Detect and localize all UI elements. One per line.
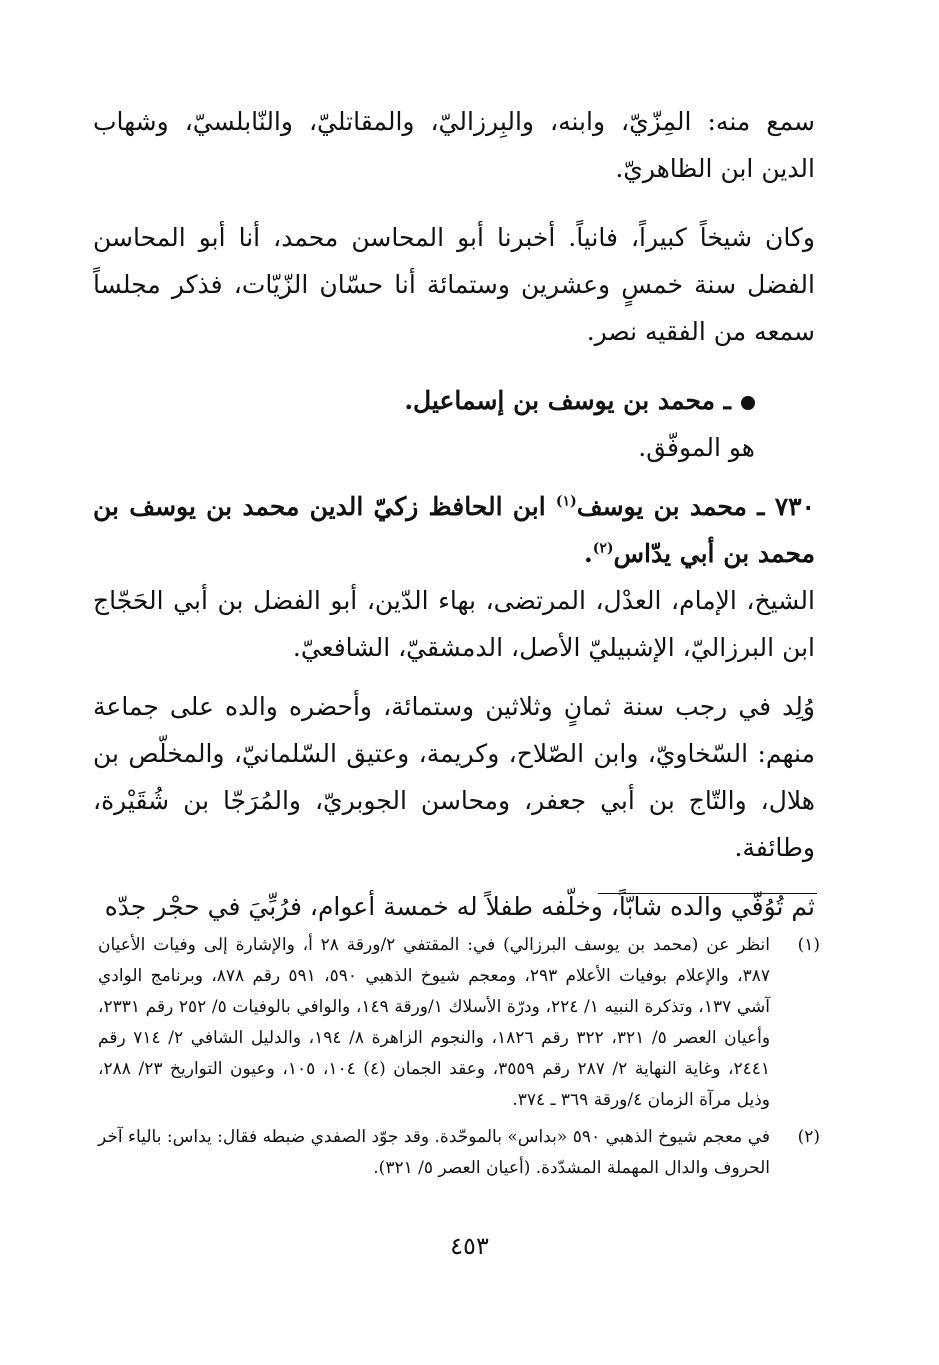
bullet-note: هو الموفّق.	[638, 433, 755, 462]
entry-name: ـ محمد بن يوسف	[576, 492, 765, 521]
footnote-text: انظر عن (محمد بن يوسف البرزالي) في: المقتفي ٢/ورقة ٢٨ أ، والإشارة إلى وفيات الأعيان ٣٨٧، والإعلام بوفيات الأعلام ٢٩٣، ومعجم شيوخ الذهبي ٥٩٠، ٥٩١ رقم ٨٧٨، وبرنامج الوادي آشي ١٣٧، وتذكرة النبيه ١/ ٢٢٤، ودرّة الأسلاك ١/ورقة ١٤٩، والوافي بالوفيات ٥/ ٢٥٢ رقم ٢٣٣١، وأعيان العصر ٥/ ٣٢١، ٣٢٢ رقم ١٨٢٦، والنجوم الزاهرة ٨/ ١٩٤، والدليل الشافي ٢/ ٧١٤ رقم ٢٤٤١، وغاية النهاية ٢/ ٢٨٧ رقم ٣٥٥٩، وعقد الجمان (٤) ١٠٤، ١٠٥، وعيون التواريخ ٢٣/ ٢٨٨، وذيل مرآة الزمان ٤/ورقة ٣٦٩ ـ ٣٧٤.	[98, 935, 771, 1110]
bullet-entry-text: ـ محمد بن يوسف بن إسماعيل.	[404, 386, 731, 415]
footnote-ref-2[interactable]: (٢)	[592, 540, 614, 557]
entry-lineage: ابن الحافظ زكيّ الدين محمد بن يوسف بن محمد بن أبي يدّاس	[93, 492, 815, 568]
entry-end-mark: .	[584, 539, 593, 568]
bullet-entry	[93, 377, 815, 424]
footnote-divider	[598, 893, 817, 894]
footnotes	[98, 930, 820, 1190]
paragraph-birth: وُلِد في رجب سنة ثمانٍ وثلاثين وستمائة، وأحضره والده على جماعة منهم: السّخاويّ، وابن الصّلاح، وكريمة، وعتيق السّلمانيّ، والمخلّص بن هلال، والتّاج بن أبي جعفر، ومحاسن الجوبريّ، والمُرَجّا بن شُقَيْرة، وطائفة.	[93, 692, 815, 862]
footnote-text: في معجم شيوخ الذهبي ٥٩٠ «بداس» بالموحّدة. وقد جوّد الصفدي ضبطه فقال: يداس: بالياء آخر الحروف والدال المهملة المشدّدة. (أعيان العصر ٥/ ٣٢١).	[98, 1127, 770, 1178]
footnote-number: (١)	[797, 935, 820, 955]
entry-number: ٧٣٠	[774, 492, 815, 521]
paragraph-narration: وكان شيخاً كبيراً، فانياً. أخبرنا أبو المحاسن محمد، أنا أبو المحاسن الفضل سنة خمسٍ وعشرين وستمائة أنا حسّان الزّيّات، فذكر مجلساً سمعه من الفقيه نصر.	[93, 223, 815, 346]
main-text	[93, 98, 815, 930]
footnote-2	[98, 1122, 820, 1184]
entry-730-heading	[93, 483, 815, 577]
footnote-ref-1[interactable]: (١)	[555, 493, 577, 510]
paragraph-listeners: سمع منه: المِزّيّ، وابنه، والبِرزاليّ، والمقاتليّ، والنّابلسيّ، وشهاب الدين ابن الظاهريّ.	[93, 107, 815, 183]
paragraph-titles: الشيخ، الإمام، العدْل، المرتضى، بهاء الدّين، أبو الفضل بن أبي الحَجّاج ابن البرزاليّ، الإشبيليّ الأصل، الدمشقيّ، الشافعيّ.	[93, 586, 815, 662]
paragraph-upbringing: ثم تُوُفّي والده شابّاً، وخلّفه طفلاً له خمسة أعوام، فرُبِّيَ في حجْر جدّه	[104, 892, 815, 921]
footnote-number: (٢)	[797, 1127, 820, 1147]
page-number: ٤٥٣	[450, 1232, 489, 1260]
footnote-1	[98, 930, 820, 1116]
bullet-dot-icon	[741, 396, 755, 410]
